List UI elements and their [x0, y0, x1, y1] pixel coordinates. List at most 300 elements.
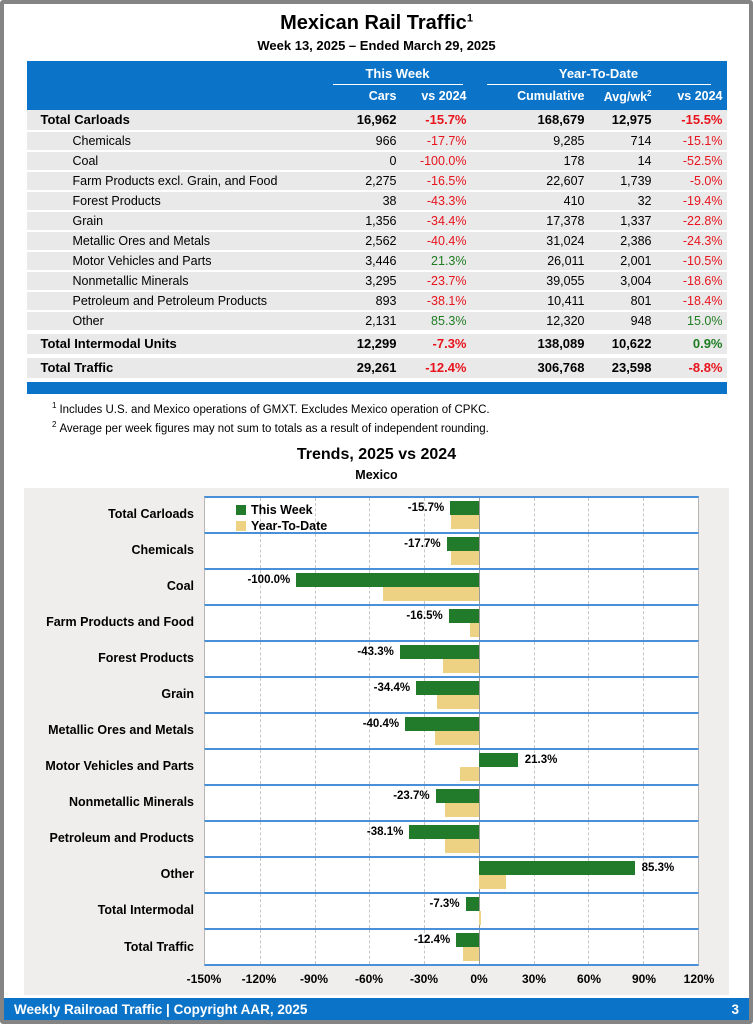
cars-value: 16,962	[356, 112, 397, 128]
chart-category-row	[24, 640, 729, 676]
row-label: Nonmetallic Minerals	[72, 274, 189, 289]
avg-wk-value: 1,337	[620, 214, 652, 229]
gridline	[588, 498, 589, 532]
chart-subtitle: Mexico	[355, 467, 398, 482]
gridline	[588, 678, 589, 712]
gridline	[260, 714, 261, 748]
ytd-bar	[451, 515, 479, 529]
zero-line	[479, 642, 480, 676]
gridline	[260, 786, 261, 820]
bar-value-label: -40.4%	[362, 717, 400, 730]
cars-value: 12,299	[356, 336, 397, 352]
trends-chart	[24, 488, 729, 995]
cumulative-value: 22,607	[546, 174, 585, 189]
bar-value-label: -23.7%	[393, 789, 430, 802]
vs-2024-week-value: 85.3%	[431, 314, 467, 329]
table-rows	[27, 110, 727, 378]
footnotes	[52, 401, 749, 435]
this-week-bar	[479, 753, 518, 767]
table-row	[27, 272, 727, 290]
cars-value: 29,261	[356, 360, 397, 376]
table-row	[27, 292, 727, 310]
gridline	[260, 822, 261, 856]
footnote-2	[52, 420, 749, 435]
cumulative-value: 168,679	[537, 112, 585, 128]
legend-item-ytd	[236, 518, 327, 534]
gridline	[534, 894, 535, 928]
vs-2024-ytd-value: -10.5%	[682, 254, 723, 269]
ytd-bar	[470, 623, 479, 637]
page-title	[4, 12, 749, 35]
gridline	[643, 894, 644, 928]
bar-value-label: -16.5%	[406, 609, 443, 622]
ytd-bar	[435, 731, 479, 745]
table-row	[27, 252, 727, 270]
vs-2024-ytd-value: 15.0%	[687, 314, 723, 329]
vs-2024-week-value: -40.4%	[426, 234, 467, 249]
gridline	[369, 750, 370, 784]
bar-value-label: -38.1%	[366, 825, 404, 838]
x-axis-tick-label: 120%	[683, 971, 715, 986]
ytd-bar	[383, 587, 479, 601]
gridline	[369, 534, 370, 568]
vs-2024-week-value: 21.3%	[431, 254, 467, 269]
chart-category-label: Farm Products and Food	[46, 614, 194, 629]
vs-2024-ytd-value: -19.4%	[682, 194, 723, 209]
row-label: Other	[72, 314, 104, 329]
cars-value: 893	[375, 294, 397, 309]
x-axis-tick-label: -60%	[354, 971, 384, 986]
gridline	[643, 678, 644, 712]
footer-text: Weekly Railroad Traffic | Copyright AAR, 2025	[14, 1001, 308, 1017]
gridline	[369, 606, 370, 640]
x-axis-tick-label: 60%	[576, 971, 602, 986]
gridline	[588, 894, 589, 928]
row-label: Chemicals	[72, 134, 131, 149]
gridline	[369, 858, 370, 892]
zero-line	[479, 606, 480, 640]
gridline	[588, 750, 589, 784]
gridline	[588, 930, 589, 964]
table-header	[27, 61, 727, 110]
chart-category-label: Metallic Ores and Metals	[48, 722, 194, 737]
header-blank-cell	[27, 66, 325, 85]
zero-line	[479, 570, 480, 604]
this-week-bar	[436, 789, 479, 803]
chart-category-row	[24, 928, 729, 966]
row-label: Metallic Ores and Metals	[72, 234, 211, 249]
vs-2024-week-value: -17.7%	[426, 134, 467, 149]
gridline	[534, 606, 535, 640]
title-footnote-ref: 1	[466, 12, 473, 25]
chart-category-label: Total Traffic	[124, 939, 194, 954]
gridline	[534, 786, 535, 820]
row-label: Grain	[72, 214, 104, 229]
chart-category-row	[24, 748, 729, 784]
row-label: Coal	[72, 154, 99, 169]
gridline	[315, 750, 316, 784]
table-row	[27, 334, 727, 354]
avg-wk-value: 32	[637, 194, 652, 209]
chart-category-label: Other	[160, 866, 194, 881]
this-week-bar	[409, 825, 479, 839]
row-label: Motor Vehicles and Parts	[72, 254, 212, 269]
ytd-bar	[445, 839, 479, 853]
vs-2024-ytd-value: -5.0%	[689, 174, 723, 189]
cars-value: 0	[389, 154, 397, 169]
group-header-ytd-label: Year-To-Date	[487, 66, 711, 85]
cumulative-value: 12,320	[546, 314, 585, 329]
gridline	[315, 786, 316, 820]
chart-category-row	[24, 892, 729, 928]
zero-line	[479, 822, 480, 856]
chart-category-row	[24, 712, 729, 748]
cars-value: 966	[375, 134, 397, 149]
vs-2024-ytd-value: -52.5%	[682, 154, 723, 169]
vs-2024-week-value: -15.7%	[425, 112, 467, 128]
row-label: Farm Products excl. Grain, and Food	[72, 174, 278, 189]
this-week-bar	[450, 501, 479, 515]
footnote-1-ref: 1	[52, 401, 57, 411]
cars-value: 3,295	[365, 274, 397, 289]
row-label: Total Carloads	[40, 112, 130, 128]
chart-band	[204, 712, 699, 748]
footnote-1-text: Includes U.S. and Mexico operations of GMXT. Excludes Mexico operation of CPKC.	[59, 403, 490, 416]
cumulative-value: 9,285	[553, 134, 585, 149]
header-blank-cell	[27, 89, 325, 104]
gridline	[643, 714, 644, 748]
col-header-avgwk-text: Avg/wk	[603, 90, 648, 105]
bar-value-label: -17.7%	[404, 537, 441, 550]
chart-band	[204, 856, 699, 892]
zero-line	[479, 786, 480, 820]
this-week-bar	[479, 861, 635, 875]
vs-2024-ytd-value: -22.8%	[682, 214, 723, 229]
avg-wk-value: 10,622	[611, 336, 652, 352]
cumulative-value: 26,011	[547, 254, 585, 269]
gridline	[534, 930, 535, 964]
table-bottom-bar	[27, 382, 727, 394]
axis-spacer	[24, 966, 204, 990]
gridline	[588, 642, 589, 676]
bar-value-label: -43.3%	[357, 645, 394, 658]
ytd-bar	[460, 767, 479, 781]
chart-category-label: Motor Vehicles and Parts	[45, 758, 194, 773]
zero-line	[479, 678, 480, 712]
gridline	[534, 642, 535, 676]
avg-wk-value: 12,975	[611, 112, 652, 128]
gridline	[315, 534, 316, 568]
table-row	[27, 312, 727, 330]
col-header-cumulative: Cumulative	[517, 89, 585, 103]
cumulative-value: 39,055	[546, 274, 585, 289]
ytd-bar	[479, 911, 481, 925]
table-row	[27, 110, 727, 130]
chart-category-label: Grain	[161, 686, 194, 701]
chart-band	[204, 604, 699, 640]
cumulative-value: 178	[563, 154, 585, 169]
zero-line	[479, 498, 480, 532]
chart-category-row	[24, 784, 729, 820]
chart-band	[204, 928, 699, 966]
bar-value-label: -12.4%	[413, 933, 451, 946]
footer-page-number: 3	[731, 1001, 739, 1017]
gridline	[588, 570, 589, 604]
this-week-bar	[296, 573, 479, 587]
avg-wk-value: 801	[630, 294, 652, 309]
gridline	[315, 714, 316, 748]
row-label: Petroleum and Petroleum Products	[72, 294, 268, 309]
group-header-ytd	[471, 66, 727, 85]
chart-category-row	[24, 676, 729, 712]
chart-category-label: Chemicals	[131, 542, 194, 557]
gridline	[588, 786, 589, 820]
gridline	[369, 894, 370, 928]
cumulative-value: 17,378	[546, 214, 585, 229]
gridline	[315, 606, 316, 640]
gridline	[369, 786, 370, 820]
chart-category-label: Total Intermodal	[97, 902, 194, 917]
cars-value: 2,275	[365, 174, 397, 189]
gridline	[588, 534, 589, 568]
bar-value-label: -100.0%	[247, 573, 291, 586]
vs-2024-week-value: -12.4%	[425, 360, 467, 376]
vs-2024-ytd-value: -8.8%	[688, 360, 723, 376]
vs-2024-week-value: -16.5%	[426, 174, 467, 189]
ytd-bar	[463, 947, 479, 961]
legend-this-week-label: This Week	[251, 502, 313, 517]
gridline	[369, 678, 370, 712]
vs-2024-ytd-value: -18.4%	[682, 294, 723, 309]
avg-wk-value: 1,739	[620, 174, 652, 189]
chart-category-row	[24, 568, 729, 604]
chart-category-label: Coal	[166, 578, 194, 593]
cumulative-value: 138,089	[537, 336, 585, 352]
col-header-avgwk-sup: 2	[647, 89, 652, 98]
x-axis-tick-label: -90%	[299, 971, 329, 986]
avg-wk-value: 3,004	[620, 274, 652, 289]
this-week-bar	[449, 609, 479, 623]
chart-axis	[186, 966, 715, 990]
this-week-bar	[447, 537, 479, 551]
vs-2024-ytd-value: 0.9%	[692, 336, 723, 352]
row-label: Forest Products	[72, 194, 161, 209]
page-subtitle: Week 13, 2025 – Ended March 29, 2025	[257, 38, 496, 53]
bar-value-label: 85.3%	[641, 861, 675, 874]
ytd-bar	[445, 803, 479, 817]
table-row	[27, 212, 727, 230]
cars-value: 2,131	[365, 314, 397, 329]
x-axis-tick-label: -30%	[409, 971, 439, 986]
chart-category-label: Nonmetallic Minerals	[68, 794, 194, 809]
zero-line	[479, 534, 480, 568]
table-row	[27, 358, 727, 378]
page-title-text: Mexican Rail Traffic	[280, 12, 467, 34]
gridline	[534, 570, 535, 604]
gridline	[534, 822, 535, 856]
gridline	[534, 714, 535, 748]
gridline	[260, 750, 261, 784]
cars-value: 3,446	[365, 254, 397, 269]
gridline	[588, 714, 589, 748]
gridline	[315, 822, 316, 856]
col-header-avgwk	[589, 89, 656, 104]
chart-band	[204, 748, 699, 784]
chart-band	[204, 532, 699, 568]
gridline	[424, 858, 425, 892]
chart-legend	[236, 502, 327, 534]
chart-plot	[24, 496, 729, 966]
row-label: Total Intermodal Units	[40, 336, 177, 352]
vs-2024-week-value: -43.3%	[426, 194, 467, 209]
avg-wk-value: 714	[630, 134, 652, 149]
gridline	[260, 606, 261, 640]
avg-wk-value: 23,598	[611, 360, 652, 376]
gridline	[534, 534, 535, 568]
this-week-bar	[456, 933, 479, 947]
chart-category-row	[24, 532, 729, 568]
gridline	[260, 858, 261, 892]
gridline	[424, 750, 425, 784]
table-row	[27, 152, 727, 170]
zero-line	[479, 714, 480, 748]
chart-category-row	[24, 856, 729, 892]
chart-category-label: Petroleum and Products	[49, 830, 194, 845]
avg-wk-value: 14	[637, 154, 652, 169]
ytd-bar	[451, 551, 479, 565]
chart-x-axis	[24, 966, 729, 990]
gridline	[424, 894, 425, 928]
col-header-vs2024-week: vs 2024	[421, 89, 467, 103]
table-row	[27, 192, 727, 210]
gridline	[643, 570, 644, 604]
chart-category-row	[24, 820, 729, 856]
table-row	[27, 232, 727, 250]
ytd-bar	[443, 659, 478, 673]
zero-line	[479, 930, 480, 964]
ytd-bar	[479, 875, 506, 889]
col-header-vs2024-ytd: vs 2024	[677, 89, 723, 103]
cars-value: 2,562	[365, 234, 397, 249]
x-axis-tick-label: 0%	[470, 971, 488, 986]
gridline	[643, 534, 644, 568]
legend-ytd-label: Year-To-Date	[251, 518, 328, 533]
gridline	[315, 930, 316, 964]
gridline	[643, 786, 644, 820]
gridline	[534, 498, 535, 532]
cars-value: 1,356	[365, 214, 397, 229]
bar-value-label: -34.4%	[373, 681, 411, 694]
vs-2024-week-value: -23.7%	[426, 274, 467, 289]
ytd-bar	[437, 695, 479, 709]
avg-wk-value: 948	[630, 314, 652, 329]
gridline	[260, 930, 261, 964]
gridline	[643, 822, 644, 856]
cumulative-value: 410	[563, 194, 585, 209]
gridline	[315, 642, 316, 676]
chart-category-label: Forest Products	[98, 650, 194, 665]
vs-2024-week-value: -7.3%	[432, 336, 467, 352]
footnote-2-ref: 2	[52, 419, 57, 429]
footnote-1	[52, 401, 749, 416]
chart-category-row	[24, 496, 729, 532]
group-header-this-week	[325, 66, 471, 85]
chart-band	[204, 640, 699, 676]
gridline	[260, 678, 261, 712]
this-week-bar	[405, 717, 479, 731]
gridline	[315, 894, 316, 928]
x-axis-tick-label: 90%	[631, 971, 657, 986]
avg-wk-value: 2,386	[620, 234, 652, 249]
vs-2024-week-value: -38.1%	[426, 294, 467, 309]
cumulative-value: 31,024	[546, 234, 585, 249]
chart-band	[204, 676, 699, 712]
gridline	[369, 930, 370, 964]
vs-2024-ytd-value: -15.1%	[682, 134, 723, 149]
this-week-bar	[466, 897, 479, 911]
gridline	[315, 858, 316, 892]
gridline	[588, 606, 589, 640]
gridline	[369, 498, 370, 532]
x-axis-tick-label: -150%	[186, 971, 222, 986]
chart-title: Trends, 2025 vs 2024	[296, 445, 457, 463]
group-header-this-week-label: This Week	[333, 66, 463, 85]
chart-band	[204, 784, 699, 820]
ytd-swatch-icon	[236, 521, 246, 531]
footnote-2-text: Average per week figures may not sum to totals as a result of independent rounding.	[59, 422, 489, 435]
row-label: Total Traffic	[40, 360, 114, 376]
chart-band	[204, 820, 699, 856]
table-row	[27, 132, 727, 150]
chart-category-row	[24, 604, 729, 640]
chart-category-label: Total Carloads	[108, 506, 194, 521]
avg-wk-value: 2,001	[620, 254, 652, 269]
gridline	[260, 894, 261, 928]
gridline	[260, 534, 261, 568]
gridline	[643, 498, 644, 532]
x-axis-tick-label: -120%	[241, 971, 277, 986]
chart-band	[204, 568, 699, 604]
x-axis-tick-label: 30%	[521, 971, 547, 986]
vs-2024-week-value: -34.4%	[426, 214, 467, 229]
this-week-bar	[400, 645, 479, 659]
bar-value-label: 21.3%	[524, 753, 558, 766]
gridline	[643, 750, 644, 784]
bar-value-label: -15.7%	[407, 501, 445, 514]
cumulative-value: 10,411	[547, 294, 585, 309]
vs-2024-ytd-value: -24.3%	[682, 234, 723, 249]
this-week-swatch-icon	[236, 505, 246, 515]
col-header-cars: Cars	[368, 89, 397, 103]
cumulative-value: 306,768	[537, 360, 585, 376]
vs-2024-ytd-value: -18.6%	[682, 274, 723, 289]
vs-2024-week-value: -100.0%	[419, 154, 467, 169]
table-column-header-row	[27, 85, 727, 110]
gridline	[315, 678, 316, 712]
gridline	[643, 642, 644, 676]
cars-value: 38	[382, 194, 397, 209]
table-row	[27, 172, 727, 190]
vs-2024-ytd-value: -15.5%	[681, 112, 723, 128]
gridline	[643, 606, 644, 640]
bar-value-label: -7.3%	[429, 897, 460, 910]
this-week-bar	[416, 681, 479, 695]
legend-item-this-week	[236, 502, 327, 518]
chart-band	[204, 892, 699, 928]
gridline	[643, 930, 644, 964]
gridline	[588, 822, 589, 856]
gridline	[534, 678, 535, 712]
